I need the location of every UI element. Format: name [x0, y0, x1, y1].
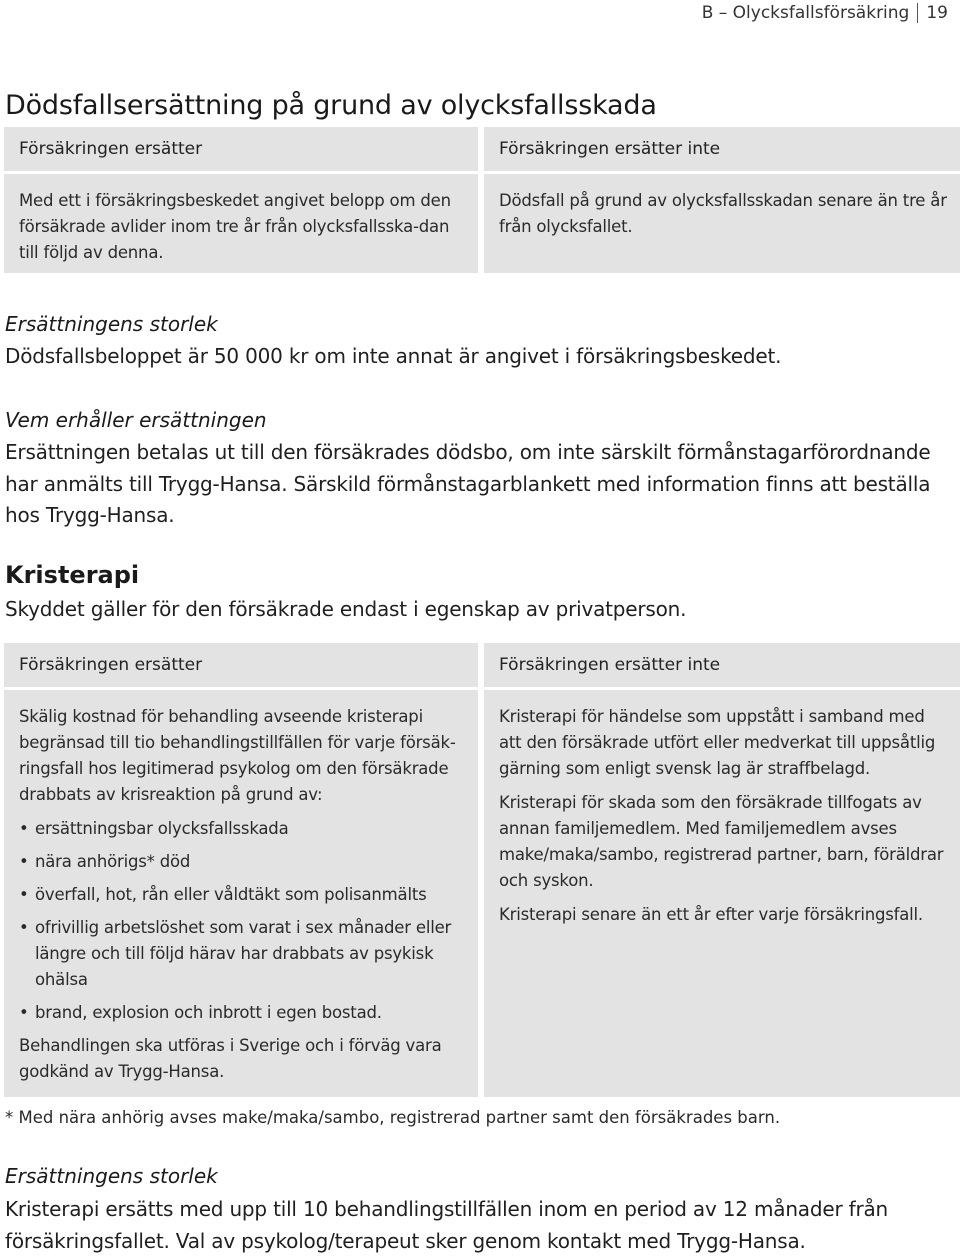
covered-header: Försäkringen ersätter	[4, 643, 478, 690]
list-item: • ersättningsbar olycksfallsskada	[19, 816, 466, 842]
not-covered-header: Försäkringen ersätter inte	[484, 643, 960, 690]
not-covered-column	[484, 643, 960, 1097]
covered-list	[19, 816, 466, 1026]
not-covered-header: Försäkringen ersätter inte	[484, 127, 960, 174]
header-divider	[917, 3, 918, 23]
subheading-amount-crisis: Ersättningens storlek	[5, 1164, 218, 1188]
recipient-paragraph: Ersättningen betalas ut till den försäkrades dödsbo, om inte särskilt förmånstagarförordnande har anmälts till Trygg-Hansa. Särskild förmånstagarblankett med information finns att beställa hos Trygg-Hansa.	[5, 440, 931, 527]
covered-outro: Behandlingen ska utföras i Sverige och i förväg vara godkänd av Trygg-Hansa.	[19, 1036, 442, 1081]
not-covered-column	[484, 127, 960, 273]
section-title-death-benefit: Dödsfallsersättning på grund av olycksfallsskada	[5, 90, 657, 121]
header-section-label: B – Olycksfallsförsäkring	[701, 3, 910, 23]
coverage-table-death	[4, 127, 960, 273]
crisis-amount-paragraph: Kristerapi ersätts med upp till 10 behandlingstillfällen inom en period av 12 månader från försäkringsfallet. Val av psykolog/terapeut sker genom kontakt med Trygg-Hansa.	[5, 1197, 889, 1253]
not-covered-paragraph: Kristerapi för händelse som uppstått i samband med att den försäkrade utfört eller medverkat till uppsåtlig gärning som enligt svensk lag är straffbelagd.	[499, 707, 936, 778]
list-item: • överfall, hot, rån eller våldtäkt som polisanmälts	[19, 882, 466, 908]
page-header	[702, 0, 948, 26]
covered-text: Med ett i försäkringsbeskedet angivet belopp om den försäkrade avlider inom tre år från olycksfallsska-dan till följd av denna.	[19, 191, 451, 262]
list-item: • brand, explosion och inbrott i egen bostad.	[19, 1000, 466, 1026]
list-item: • nära anhörigs* död	[19, 849, 466, 875]
covered-body	[4, 174, 478, 284]
not-covered-body	[484, 174, 960, 258]
covered-intro: Skälig kostnad för behandling avseende kristerapi begränsad till tio behandlingstillfällen för varje försäk-ringsfall hos legitimerad psykolog om den försäkrade drabbats av krisreaktion på grund av:	[19, 707, 456, 804]
covered-header: Försäkringen ersätter	[4, 127, 478, 174]
not-covered-paragraph: Kristerapi för skada som den försäkrade tillfogats av annan familjemedlem. Med familjemedlem avses make/maka/sambo, registrerad partner, barn, föräldrar och syskon.	[499, 793, 944, 890]
crisis-intro: Skyddet gäller för den försäkrade endast i egenskap av privatperson.	[5, 597, 687, 621]
covered-body	[4, 690, 478, 1103]
not-covered-paragraph: Kristerapi senare än ett år efter varje försäkringsfall.	[499, 905, 923, 924]
covered-column	[4, 127, 478, 273]
list-item: • ofrivillig arbetslöshet som varat i sex månader eller längre och till följd härav har drabbats av psykisk ohälsa	[19, 915, 466, 993]
covered-column	[4, 643, 478, 1097]
amount-paragraph: Dödsfallsbeloppet är 50 000 kr om inte annat är angivet i försäkringsbeskedet.	[5, 344, 782, 368]
page-number: 19	[926, 3, 948, 23]
subheading-amount: Ersättningens storlek	[5, 312, 218, 336]
not-covered-text: Dödsfall på grund av olycksfallsskadan senare än tre år från olycksfallet.	[499, 191, 947, 236]
footnote: * Med nära anhörig avses make/maka/sambo, registrerad partner samt den försäkrades barn.	[5, 1108, 781, 1127]
coverage-table-crisis	[4, 643, 960, 1097]
not-covered-body	[484, 690, 960, 946]
subheading-recipient: Vem erhåller ersättningen	[5, 408, 267, 432]
section-title-crisis-therapy: Kristerapi	[5, 561, 140, 589]
